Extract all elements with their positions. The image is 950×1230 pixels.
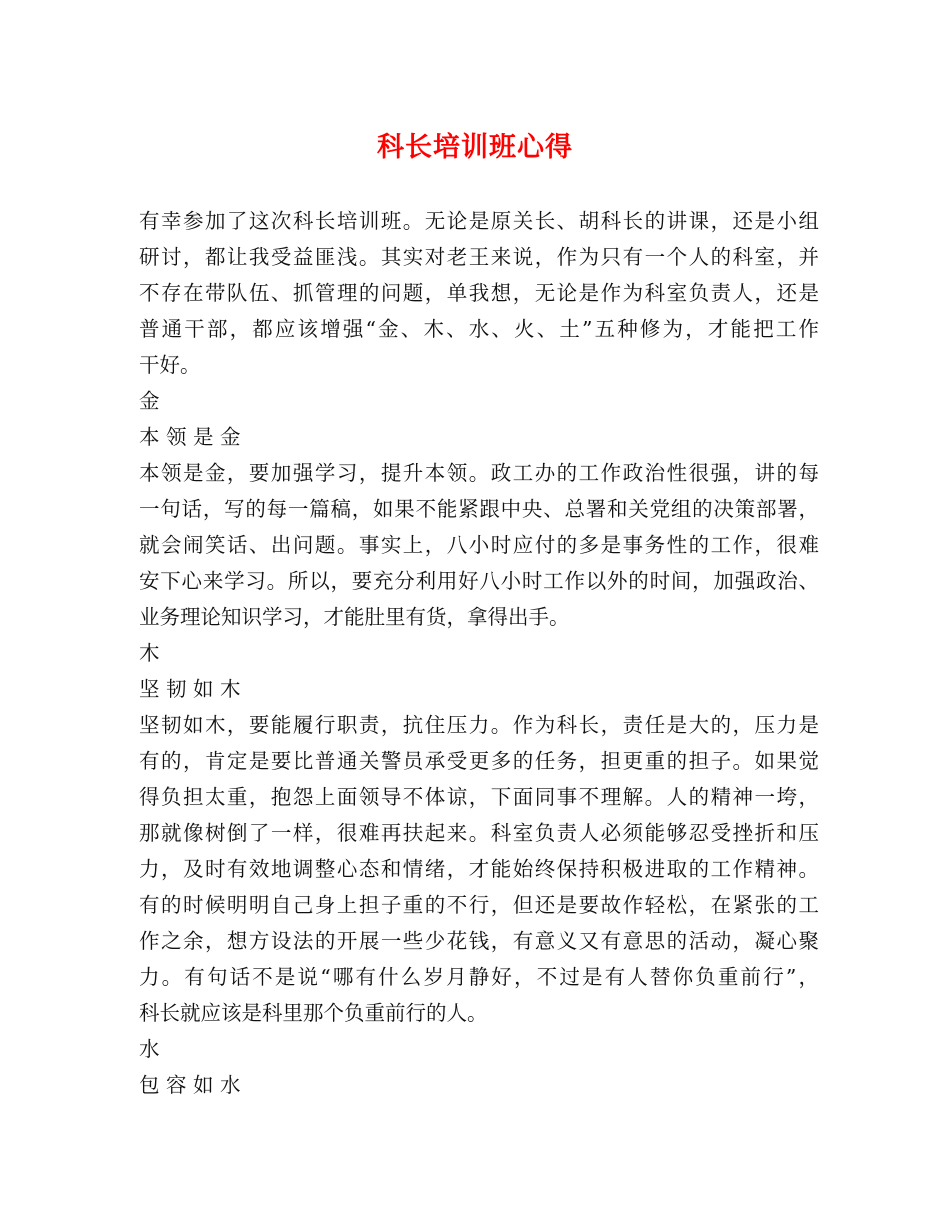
section-subheading-mu: 坚 韧 如 木 bbox=[139, 677, 241, 701]
section-line: 本领是金，要加强学习，提升本领。政工办的工作政治性很强，讲的每 bbox=[139, 461, 819, 485]
section-subheading-jin: 本 领 是 金 bbox=[139, 425, 241, 449]
section-line: 科长就应该是科里那个负重前行的人。 bbox=[139, 1001, 488, 1025]
section-line: 一句话，写的每一篇稿，如果不能紧跟中央、总署和关党组的决策部署， bbox=[139, 497, 819, 521]
section-heading-shui: 水 bbox=[139, 1037, 160, 1061]
section-line: 有的时候明明自己身上担子重的不行，但还是要故作轻松，在紧张的工 bbox=[139, 893, 819, 917]
section-line: 那就像树倒了一样，很难再扶起来。科室负责人必须能够忍受挫折和压 bbox=[139, 821, 819, 845]
document-title: 科长培训班心得 bbox=[377, 132, 573, 163]
section-line: 坚韧如木，要能履行职责，抗住压力。作为科长，责任是大的，压力是 bbox=[139, 713, 819, 737]
section-line: 安下心来学习。所以，要充分利用好八小时工作以外的时间，加强政治、 bbox=[139, 569, 819, 593]
section-subheading-shui: 包 容 如 水 bbox=[139, 1073, 241, 1097]
document-body bbox=[139, 203, 819, 1103]
section-line: 业务理论知识学习，才能肚里有货，拿得出手。 bbox=[139, 605, 570, 629]
section-line: 得负担太重，抱怨上面领导不体谅，下面同事不理解。人的精神一垮， bbox=[139, 785, 819, 809]
section-line: 力，及时有效地调整心态和情绪，才能始终保持积极进取的工作精神。 bbox=[139, 857, 819, 881]
intro-line: 研讨，都让我受益匪浅。其实对老王来说，作为只有一个人的科室，并 bbox=[139, 245, 819, 269]
intro-line: 干好。 bbox=[139, 353, 201, 377]
intro-line: 普通干部，都应该增强“金、木、水、火、土”五种修为，才能把工作 bbox=[139, 317, 819, 341]
section-heading-mu: 木 bbox=[139, 641, 160, 665]
section-line: 有的，肯定是要比普通关警员承受更多的任务，担更重的担子。如果觉 bbox=[139, 749, 819, 773]
intro-line: 不存在带队伍、抓管理的问题，单我想，无论是作为科室负责人，还是 bbox=[139, 281, 819, 305]
intro-line: 有幸参加了这次科长培训班。无论是原关长、胡科长的讲课，还是小组 bbox=[139, 209, 819, 233]
section-line: 力。有句话不是说“哪有什么岁月静好，不过是有人替你负重前行”， bbox=[139, 965, 819, 989]
section-line: 作之余，想方设法的开展一些少花钱，有意义又有意思的活动，凝心聚 bbox=[139, 929, 819, 953]
section-line: 就会闹笑话、出问题。事实上，八小时应付的多是事务性的工作，很难 bbox=[139, 533, 819, 557]
section-heading-jin: 金 bbox=[139, 389, 160, 413]
